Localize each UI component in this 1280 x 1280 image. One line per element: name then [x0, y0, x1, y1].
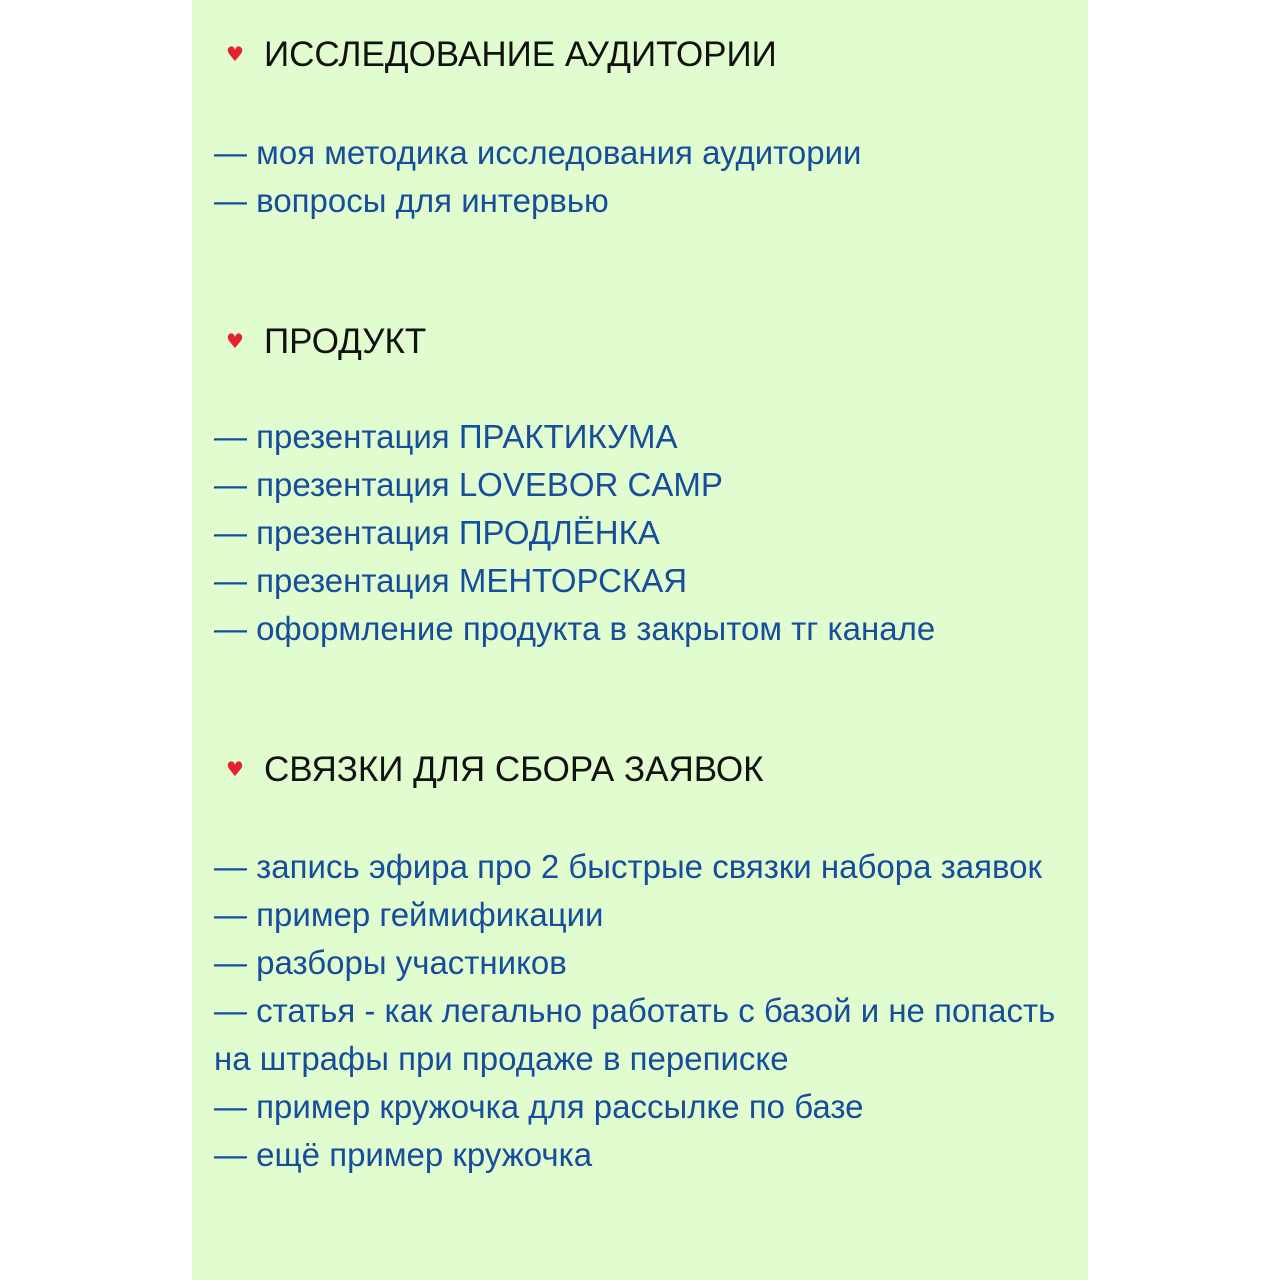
section-audience-research: [192, 31, 1088, 225]
section-title: ПРОДУКТ: [264, 322, 427, 361]
heart-icon: ♥: [226, 329, 244, 353]
link-praktikum-presentation[interactable]: — презентация ПРАКТИКУМА: [214, 418, 678, 455]
link-another-video-note[interactable]: — ещё пример кружочка: [214, 1136, 593, 1173]
link-prodlenka-presentation[interactable]: — презентация ПРОДЛЁНКА: [214, 514, 660, 551]
link-product-tg-channel[interactable]: — оформление продукта в закрытом тг канале: [214, 610, 936, 647]
link-video-note-example[interactable]: — пример кружочка для рассылке по базе: [214, 1088, 864, 1125]
link-interview-questions[interactable]: — вопросы для интервью: [214, 182, 609, 219]
link-stream-recording[interactable]: — запись эфира про 2 быстрые связки набора заявок: [214, 848, 1042, 885]
section-title: СВЯЗКИ ДЛЯ СБОРА ЗАЯВОК: [264, 750, 764, 789]
section-heading: [192, 746, 1088, 794]
section-heading: [192, 31, 1088, 79]
link-lovebor-camp-presentation[interactable]: — презентация LOVEBOR CAMP: [214, 466, 723, 503]
link-gamification-example[interactable]: — пример геймификации: [214, 896, 604, 933]
heart-icon: ♥: [226, 42, 244, 66]
link-list: [192, 413, 1088, 653]
link-mentorskaya-presentation[interactable]: — презентация МЕНТОРСКАЯ: [214, 562, 688, 599]
note-panel: [192, 0, 1088, 1280]
link-legal-article[interactable]: — статья - как легально работать с базой и не попасть на штрафы при продаже в переписке: [214, 992, 1056, 1077]
section-product: [192, 318, 1088, 653]
link-participant-reviews[interactable]: — разборы участников: [214, 944, 567, 981]
link-list: [192, 843, 1088, 1179]
section-lead-funnels: [192, 746, 1088, 1179]
link-list: [192, 129, 1088, 225]
heart-icon: ♥: [226, 757, 244, 781]
link-audience-research-method[interactable]: — моя методика исследования аудитории: [214, 134, 862, 171]
section-title: ИССЛЕДОВАНИЕ АУДИТОРИИ: [264, 35, 777, 74]
section-heading: [192, 318, 1088, 366]
